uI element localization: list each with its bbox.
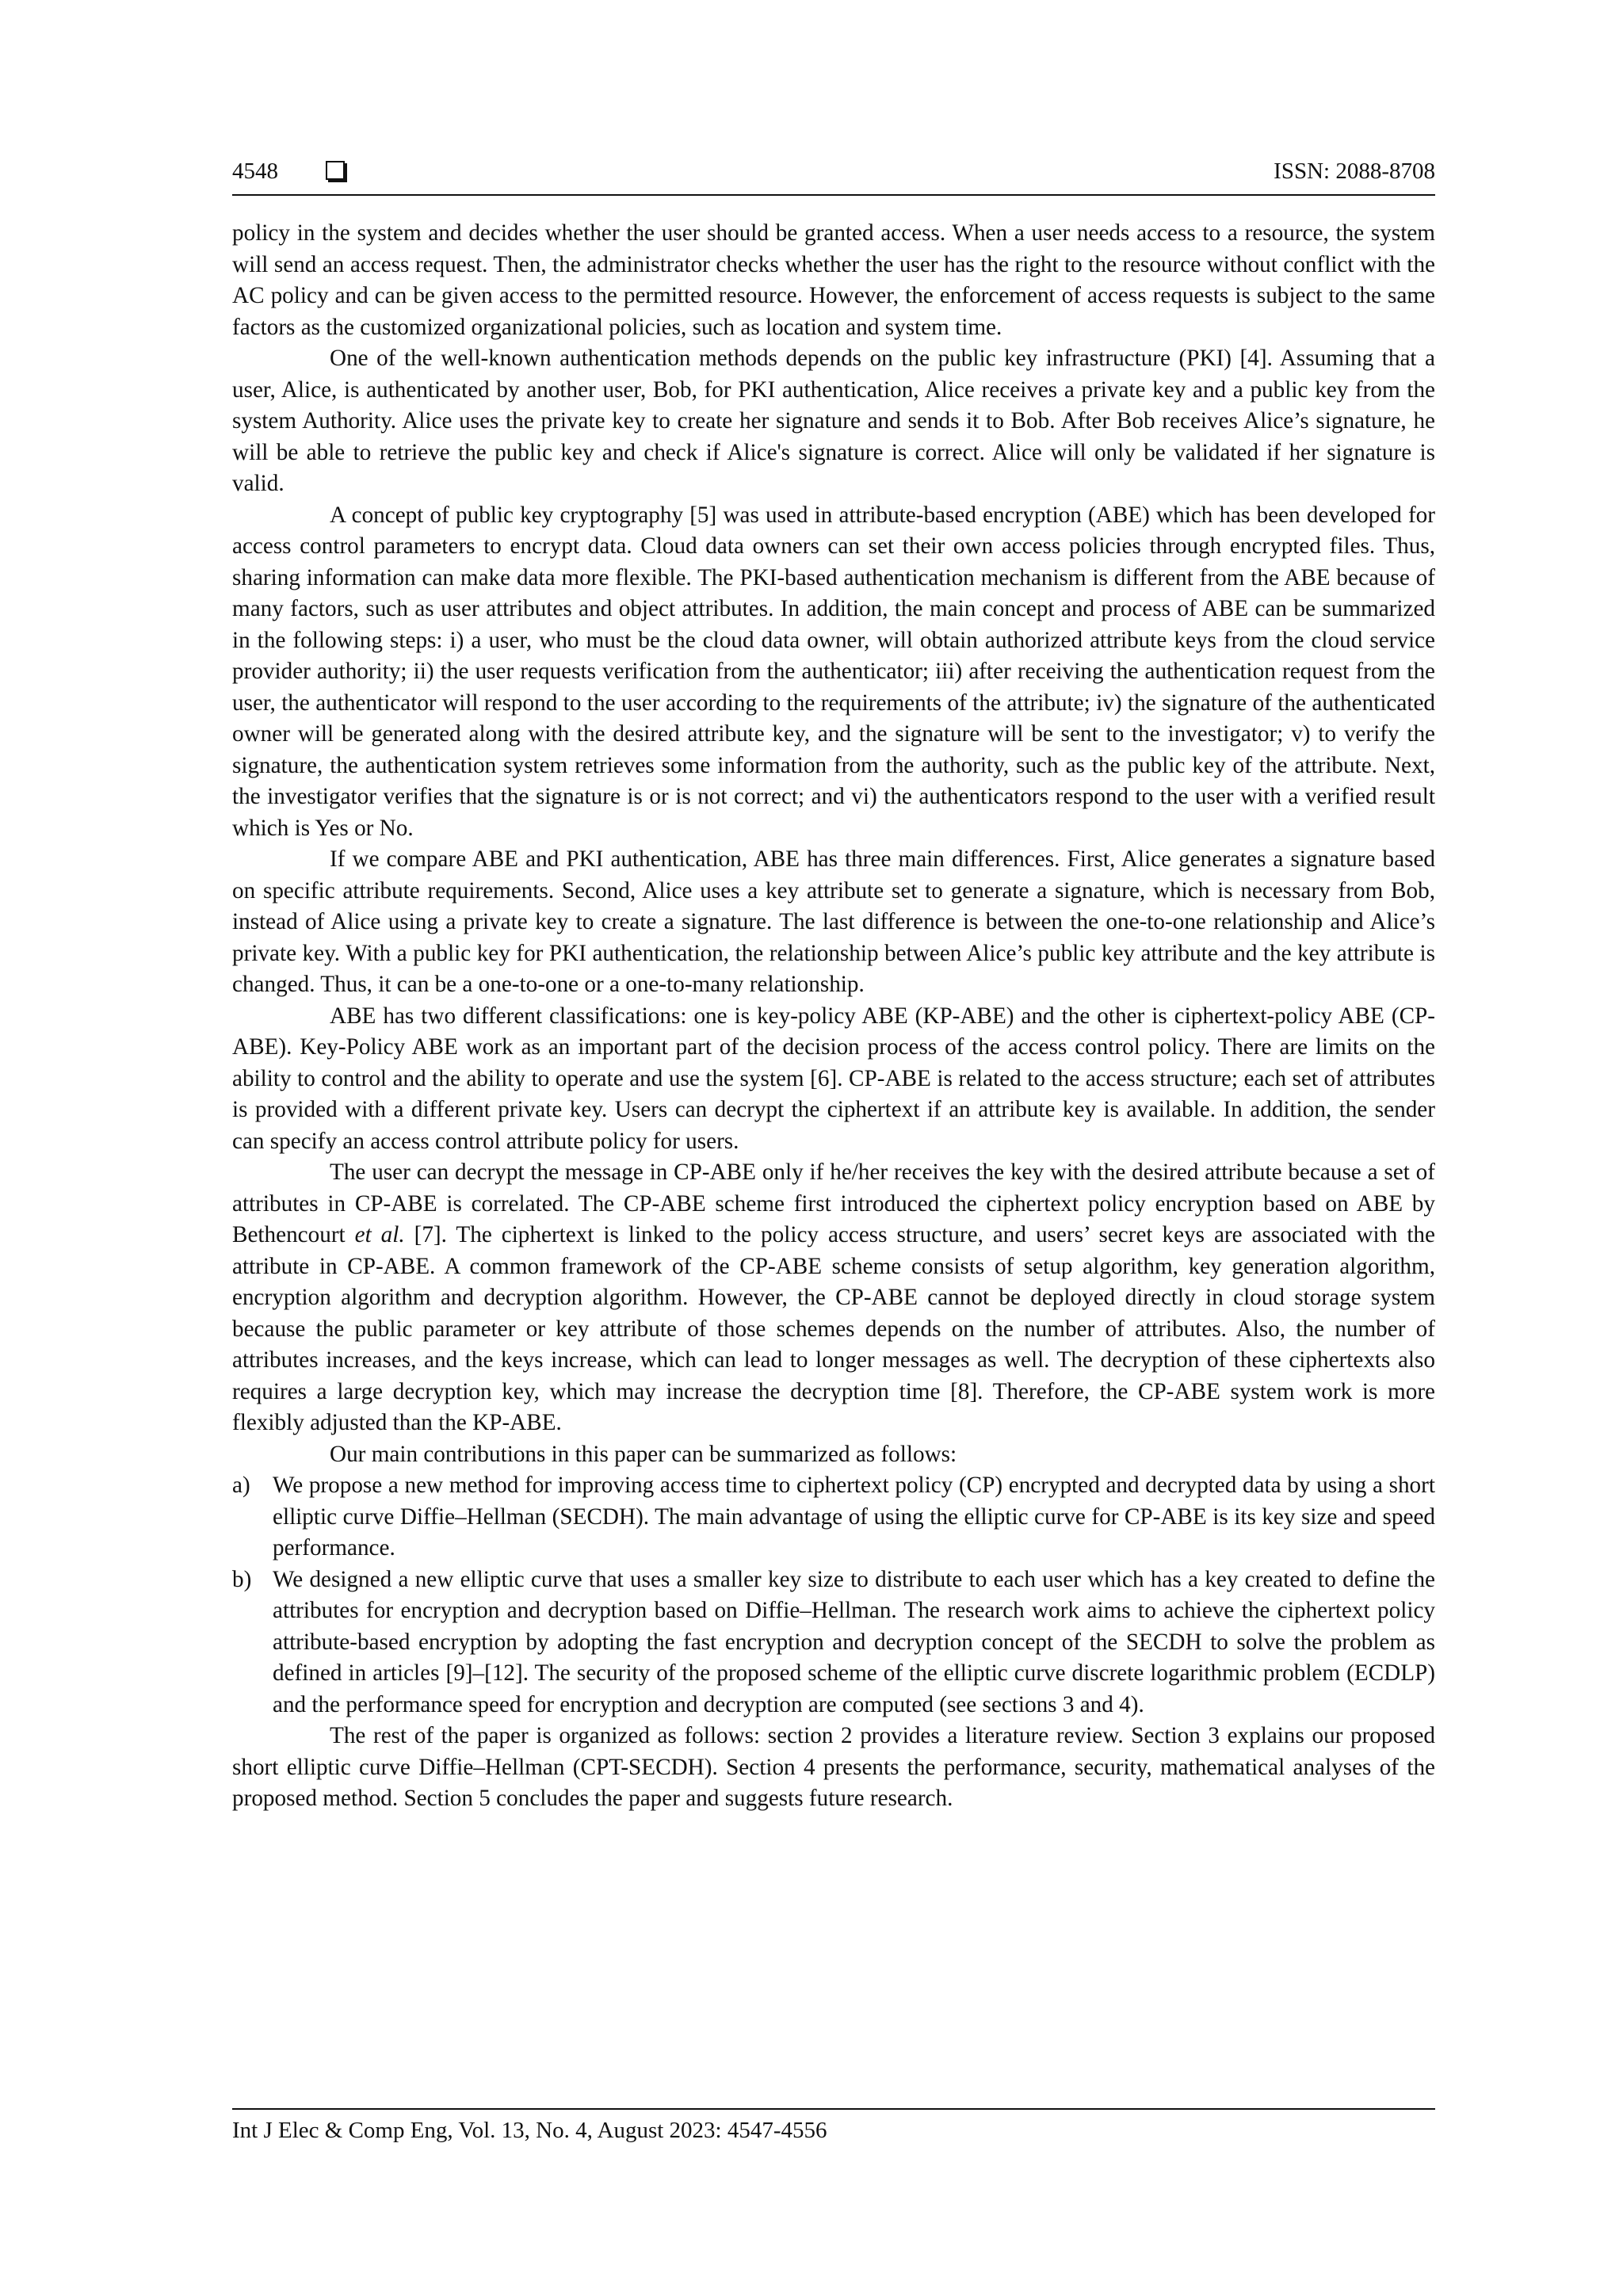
paragraph-7: Our main contributions in this paper can be summarized as follows: bbox=[330, 1441, 957, 1467]
square-bullet-icon bbox=[326, 161, 345, 180]
paragraph-8: The rest of the paper is organized as follows: section 2 provides a literature review. Section 3 explains our proposed short elliptic curve Diffie–Hellman (CPT-SECDH). Section 4 presents the performance, security, mathematical analyses of the proposed method. Section 5 concludes the paper and suggests future research. bbox=[232, 1723, 1435, 1811]
paragraph-6-text-b: [7]. The ciphertext is linked to the policy access structure, and users’ secret keys are associated with the attribute in CP-ABE. A common framework of the CP-ABE scheme consists of setup algorithm, key generation algorithm, encryption algorithm and decryption algorithm. However, the CP-ABE cannot be deployed directly in cloud storage system because the public parameter or key attribute of those schemes depends on the number of attributes. Also, the number of attributes increases, and the keys increase, which can lead to longer messages as well. The decryption of these ciphertexts also requires a large decryption key, which may increase the decryption time [8]. Therefore, the CP-ABE system work is more flexibly adjusted than the KP-ABE. bbox=[232, 1222, 1435, 1435]
issn-label: ISSN: 2088-8708 bbox=[1274, 159, 1435, 184]
page-number: 4548 bbox=[232, 159, 278, 184]
paragraph-6-text-a: The user can decrypt the message in CP-ABE only if he/her receives the key with the desired attribute because a set of attributes in CP-ABE is correlated. The CP-ABE scheme first introduced the ciphertext policy encryption based on ABE by Bethencourt bbox=[232, 1159, 1435, 1247]
journal-citation: Int J Elec & Comp Eng, Vol. 13, No. 4, August 2023: 4547-4556 bbox=[232, 2118, 827, 2143]
paragraph-6 bbox=[232, 1157, 1435, 1439]
running-header bbox=[232, 155, 1435, 187]
list-item-text: We designed a new elliptic curve that uses a smaller key size to distribute to each user which has a key created to define the attributes for encryption and decryption based on Diffie–Hellman. The research work aims to achieve the ciphertext policy attribute-based encryption by adopting the fast encryption and decryption concept of the SECDH to solve the problem as defined in articles [9]–[12]. The security of the proposed scheme of the elliptic curve discrete logarithmic problem (ECDLP) and the performance speed for encryption and decryption are computed (see sections 3 and 4). bbox=[273, 1566, 1435, 1717]
paper-page bbox=[232, 0, 1435, 2296]
paragraph-3: A concept of public key cryptography [5] was used in attribute-based encryption (ABE) which has been developed for access control parameters to encrypt data. Cloud data owners can set their own access policies through encrypted files. Thus, sharing information can make data more flexible. The PKI-based authentication mechanism is different from the ABE because of many factors, such as user attributes and object attributes. In addition, the main concept and process of ABE can be summarized in the following steps: i) a user, who must be the cloud data owner, will obtain authorized attribute keys from the cloud service provider authority; ii) the user requests verification from the authenticator; iii) after receiving the authentication request from the user, the authenticator will respond to the user according to the requirements of the attribute; iv) the signature of the authenticated owner will be generated along with the desired attribute key, and the signature will be sent to the investigator; v) to verify the signature, the authentication system retrieves some information from the authority, such as the public key of the attribute. Next, the investigator verifies that the signature is or is not correct; and vi) the authenticators respond to the user with a verified result which is Yes or No. bbox=[232, 502, 1435, 841]
header-divider bbox=[232, 194, 1435, 196]
footer-divider bbox=[232, 2108, 1435, 2110]
et-al-italic: et al. bbox=[354, 1222, 405, 1247]
paragraph-4: If we compare ABE and PKI authentication, ABE has three main differences. First, Alice generates a signature based on specific attribute requirements. Second, Alice uses a key attribute set to generate a signature, which is necessary from Bob, instead of Alice using a private key to create a signature. The last difference is between the one-to-one relationship and Alice’s private key. With a public key for PKI authentication, the relationship between Alice’s public key attribute and the key attribute is changed. Thus, it can be a one-to-one or a one-to-many relationship. bbox=[232, 846, 1435, 997]
list-item-text: We propose a new method for improving access time to ciphertext policy (CP) encrypted and decrypted data by using a short elliptic curve Diffie–Hellman (SECDH). The main advantage of using the elliptic curve for CP-ABE is its key size and speed performance. bbox=[273, 1473, 1435, 1561]
list-marker: b) bbox=[232, 1566, 252, 1592]
list-item bbox=[232, 1564, 1435, 1721]
list-marker: a) bbox=[232, 1473, 250, 1498]
article-body bbox=[232, 218, 1435, 1815]
paragraph-1: policy in the system and decides whether the user should be granted access. When a user needs access to a resource, the system will send an access request. Then, the administrator checks whether the user has the right to the resource without conflict with the AC policy and can be given access to the permitted resource. However, the enforcement of access requests is subject to the same factors as the customized organizational policies, such as location and system time. bbox=[232, 220, 1435, 340]
paragraph-2: One of the well-known authentication methods depends on the public key infrastructure (PKI) [4]. Assuming that a user, Alice, is authenticated by another user, Bob, for PKI authentication, Alice receives a private key and a public key from the system Authority. Alice uses the private key to create her signature and sends it to Bob. After Bob receives Alice’s signature, he will be able to retrieve the public key and check if Alice's signature is correct. Alice will only be validated if her signature is valid. bbox=[232, 346, 1435, 496]
paragraph-5: ABE has two different classifications: one is key-policy ABE (KP-ABE) and the other is ciphertext-policy ABE (CP-ABE). Key-Policy ABE work as an important part of the decision process of the access control policy. There are limits on the ability to control and the ability to operate and use the system [6]. CP-ABE is related to the access structure; each set of attributes is provided with a different private key. Users can decrypt the ciphertext if an attribute key is available. In addition, the sender can specify an access control attribute policy for users. bbox=[232, 1003, 1435, 1154]
contribution-list bbox=[232, 1470, 1435, 1721]
list-item bbox=[232, 1470, 1435, 1564]
